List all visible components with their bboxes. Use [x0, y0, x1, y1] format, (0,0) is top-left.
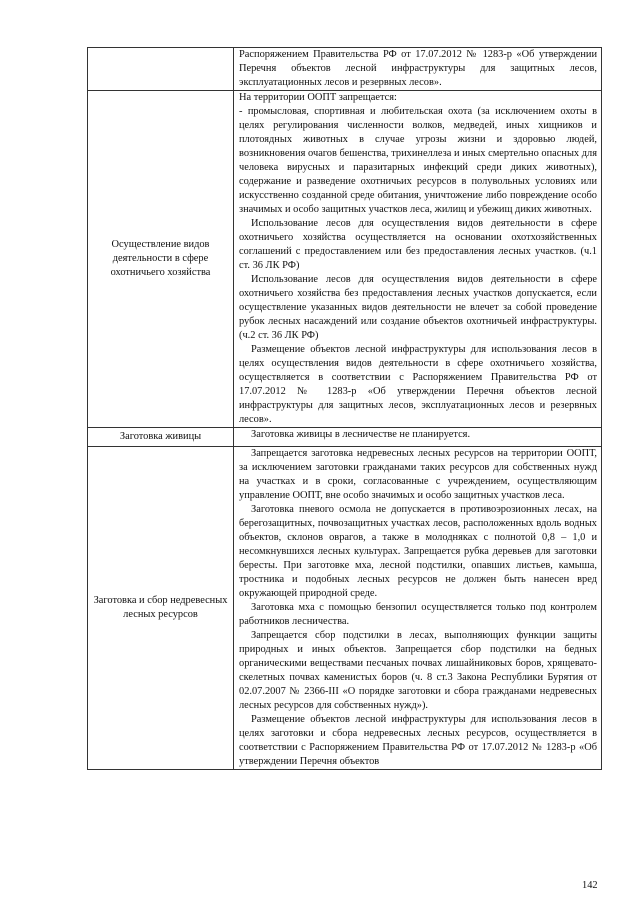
paragraph: Использование лесов для осуществления видов деятельности в сфере охотничьего хозяйства без предоставления лесных участков допускается, если осуществление указанных видов деятельности не влечет за собой проведение рубок лесных насаждений или создание объектов охотничьей инфраструктуры. (ч.2 ст. 36 ЛК РФ) — [239, 274, 597, 341]
rules-cell — [234, 447, 602, 770]
paragraph: Заготовка живицы в лесничестве не планируется. — [251, 429, 471, 440]
table-row — [88, 447, 602, 770]
rules-cell — [234, 91, 602, 428]
activity-cell — [88, 91, 234, 428]
activity-cell — [88, 428, 234, 447]
rules-cell — [234, 48, 602, 91]
page-number: 142 — [582, 880, 598, 891]
paragraph: Запрещается заготовка недревесных лесных ресурсов на территории ООПТ, за исключением заготовки гражданами таких ресурсов для собственных нужд на участках и в сроки, согласованные с учреждением, осуществляющим управление ООПТ, вне особо значимых и особо защитных участков леса. — [239, 448, 597, 501]
paragraph: - промысловая, спортивная и любительская охота (за исключением охоты в целях регулирования численности волков, медведей, иных хищников и плотоядных животных в случае угрозы жизни и здоровью людей, возникновения очагов бешенства, трихинеллеза и иных смертельно опасных для человека вирусных и паразитарных инфекций среди диких животных), содержание и разведение охотничьих ресурсов в полувольных условиях или искусственно созданной среде обитания, уничтожение либо повреждение особо значимых и особо защитных участков леса, жилищ и убежищ диких животных. — [239, 106, 597, 215]
paragraph: Размещение объектов лесной инфраструктуры для использования лесов в целях заготовки и сбора недревесных лесных ресурсов, осуществляется в соответствии с Распоряжением Правительства РФ от 17.07.2012 № 1283-р «Об утверждении Перечня объектов — [239, 714, 597, 767]
table-row — [88, 48, 602, 91]
paragraph: На территории ООПТ запрещается: — [239, 92, 397, 103]
table-row — [88, 91, 602, 428]
activity-label: Заготовка и сбор недревесных лесных ресурсов — [93, 595, 228, 620]
regulation-table — [87, 47, 602, 770]
activity-cell — [88, 48, 234, 91]
paragraph: Запрещается сбор подстилки в лесах, выполняющих функции защиты природных и иных объектов. Запрещается сбор подстилки на бедных органическими веществами песчаных почвах лишайниковых боров, хрящевато-скелетных почвах каменистых боров (ч. 8 ст.3 Закона Республики Бурятия от 02.07.2007 № 2366-III «О порядке заготовки и сбора гражданами недревесных лесных ресурсов для собственных нужд»). — [239, 630, 597, 711]
table-row — [88, 428, 602, 447]
paragraph: Размещение объектов лесной инфраструктуры для использования лесов в целях осуществления видов деятельности в сфере охотничьего хозяйства, осуществляется в соответствии с Распоряжением Правительства РФ от 17.07.2012 № 1283-р «Об утверждении Перечня объектов лесной инфраструктуры для защитных лесов, эксплуатационных лесов и резервных лесов». — [239, 344, 597, 425]
paragraph: Использование лесов для осуществления видов деятельности в сфере охотничьего хозяйства осуществляется на основании охотхозяйственных соглашений с предоставлением или без предоставления лесных участков. (ч.1 ст. 36 ЛК РФ) — [239, 218, 597, 271]
paragraph: Распоряжением Правительства РФ от 17.07.2012 № 1283-р «Об утверждении Перечня объектов лесной инфраструктуры для защитных лесов, эксплуатационных лесов и резервных лесов». — [239, 49, 597, 88]
activity-label: Осуществление видов деятельности в сфере охотничьего хозяйства — [110, 239, 211, 278]
paragraph: Заготовка пневого осмола не допускается в противоэрозионных лесах, на берегозащитных, почвозащитных участках лесов, расположенных вдоль водных объектов, склонов оврагов, а также в молодняках с полнотой 0,8 – 1,0 и несомкнувшихся лесных культурах. Запрещается рубка деревьев для заготовки бересты. При заготовке мха, лесной подстилки, опавших листьев, камыша, тростника и подобных лесных ресурсов не должен быть нанесен вред окружающей природной среде. — [239, 504, 597, 599]
paragraph: Заготовка мха с помощью бензопил осуществляется только под контролем работников лесничества. — [239, 602, 597, 627]
rules-cell — [234, 428, 602, 447]
activity-cell — [88, 447, 234, 770]
activity-label: Заготовка живицы — [119, 431, 202, 442]
